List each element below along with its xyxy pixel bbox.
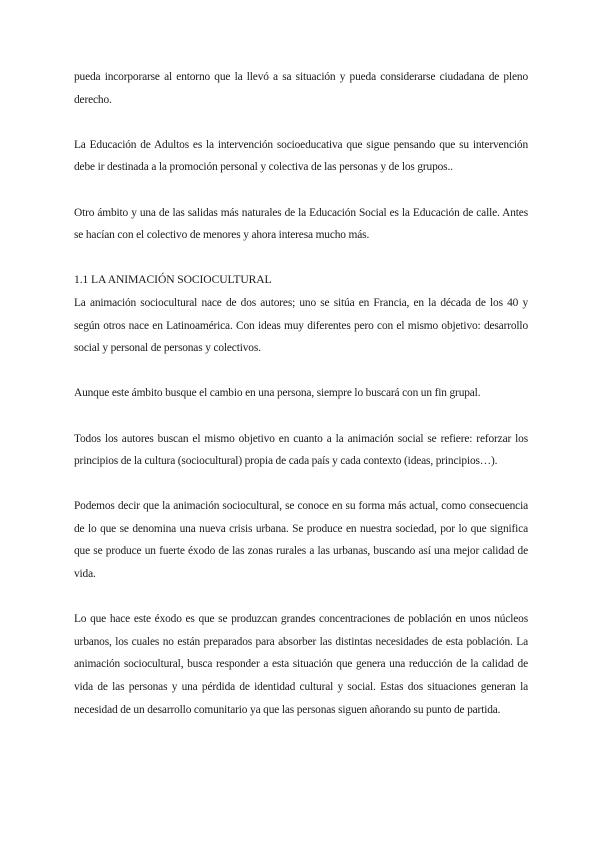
paragraph-urban-concentration: Lo que hace este éxodo es que se produzcan grandes concentraciones de población en unos núcleos urbanos, los cuales no están preparados para absorber las distintas necesidades de esta población. La animación sociocultural, busca responder a esta situación que genera una reducción de la calidad de vida de las personas y una pérdida de identidad cultural y social. Estas dos situaciones generan la necesidad de un desarrollo comunitario ya que las personas siguen añorando su punto de partida. [74,613,528,716]
paragraph-street-education: Otro ámbito y una de las salidas más naturales de la Educación Social es la Educación de calle. Antes se hacían con el colectivo de menores y ahora interesa mucho más. [74,206,528,242]
paragraph-continuation: pueda incorporarse al entorno que la llevó a sa situación y pueda considerarse ciudadana de pleno derecho. [74,71,528,106]
section-heading: 1.1 LA ANIMACIÓN SOCIOCULTURAL [74,273,272,287]
paragraph-common-objective: Todos los autores buscan el mismo objetivo en cuanto a la animación social se refiere: reforzar los principios de la cultura (sociocultural) propia de cada país y cada contexto (ideas, principios…). [74,432,528,468]
paragraph-origins: La animación sociocultural nace de dos autores; uno se sitúa en Francia, en la década de los 40 y según otros nace en Latinoamérica. Con ideas muy diferentes pero con el mismo objetivo: desarrollo social y personal de personas y colectivos. [74,296,528,355]
paragraph-group-goal: Aunque este ámbito busque el cambio en una persona, siempre lo buscará con un fin grupal. [74,387,481,400]
paragraph-adult-education: La Educación de Adultos es la intervención socioeducativa que sigue pensando que su intervención debe ir destinada a la promoción personal y colectiva de las personas y de los grupos.. [74,138,528,174]
document-body [74,66,528,721]
paragraph-urban-crisis: Podemos decir que la animación sociocultural, se conoce en su forma más actual, como consecuencia de lo que se denomina una nueva crisis urbana. Se produce en nuestra sociedad, por lo que significa que se produce un fuerte éxodo de las zonas rurales a las urbanas, buscando así una mejor calidad de vida. [74,500,528,581]
